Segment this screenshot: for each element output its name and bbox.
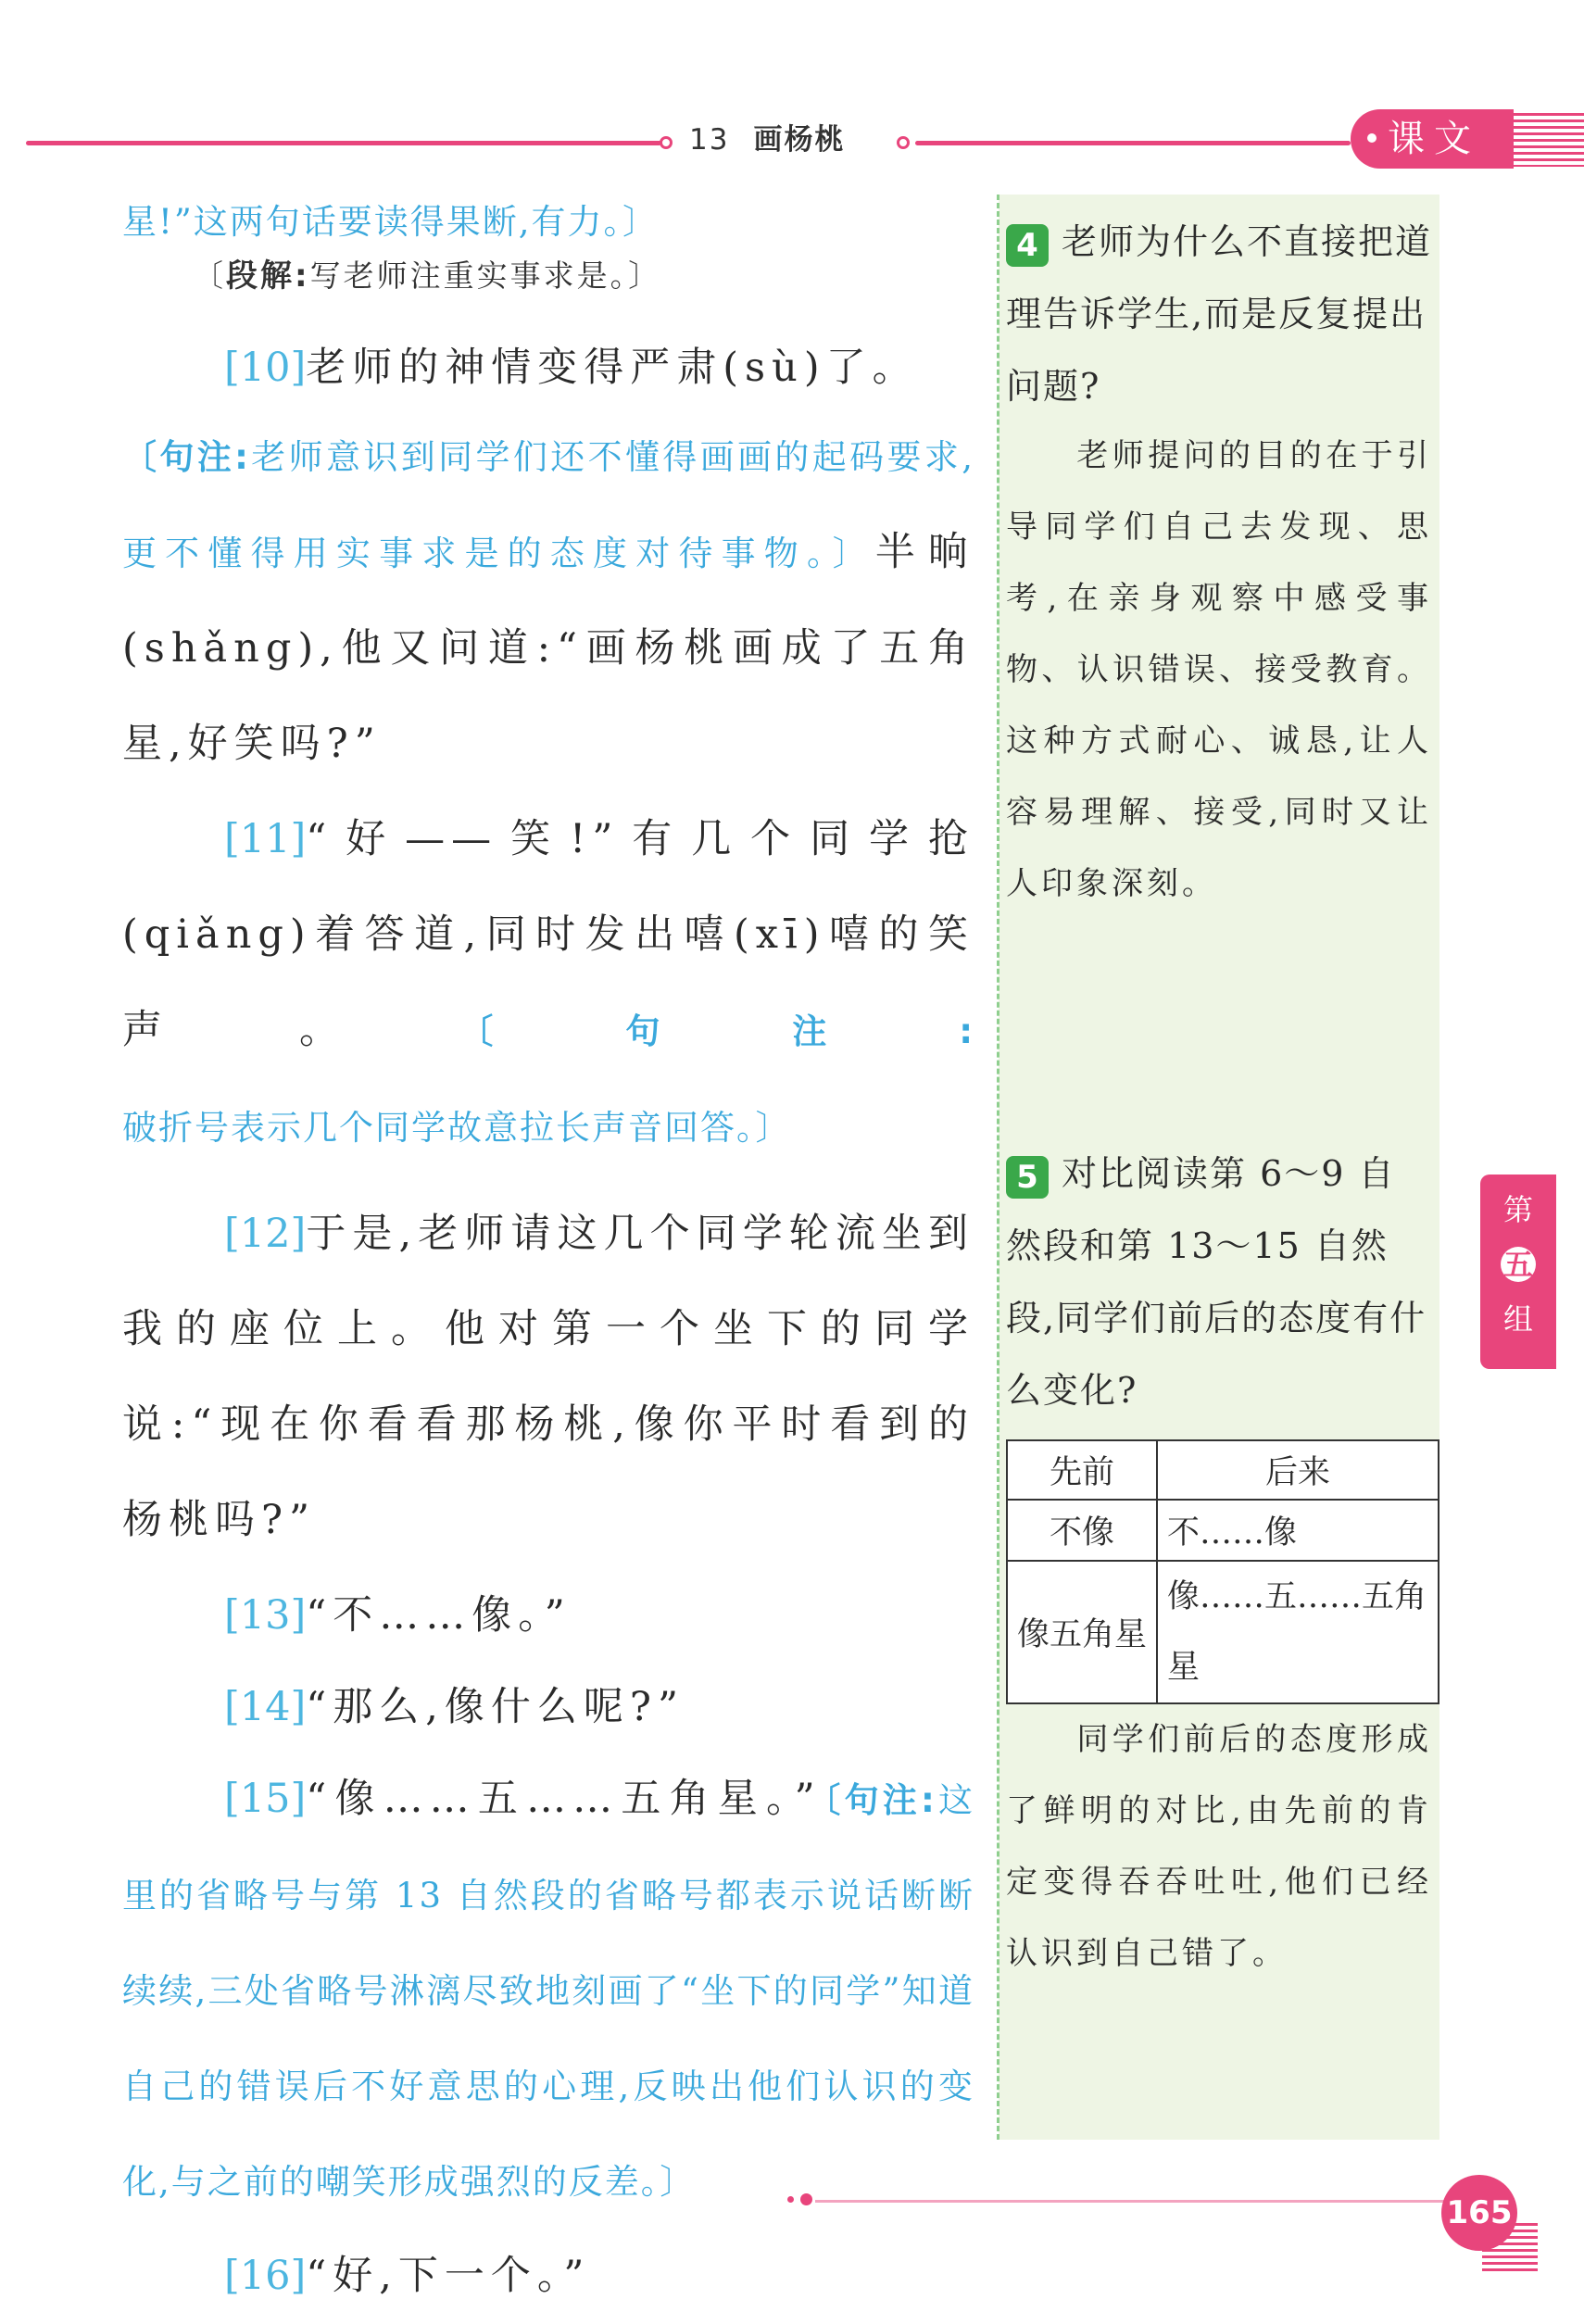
paragraph-number-12: [12] [224, 1211, 307, 1257]
paragraph-15 [122, 1752, 974, 2229]
group-tab-top: 第 [1502, 1192, 1533, 1227]
group-tab-bottom: 组 [1502, 1301, 1533, 1337]
table-row [1007, 1500, 1439, 1561]
paragraph-11 [122, 792, 974, 1175]
paragraph-14 [122, 1660, 974, 1755]
table-header-after: 后来 [1157, 1440, 1439, 1500]
sentence-note-15: 〔句注:这里的省略号与第 13 自然段的省略号都表示说话断断续续,三处省略号淋漓尽致地刻画了“坐下的同学”知道自己的错误后不好意思的心理,反映出他们认识的变化,与之前的嘲笑形成强烈的反差。〕 [122, 1780, 975, 2202]
paragraph-12-text: 于是,老师请这几个同学轮流坐到我的座位上。他对第一个坐下的同学说:“现在你看看那杨桃,像你平时看到的杨桃吗?” [122, 1211, 974, 1543]
footer-rule [815, 2200, 1454, 2203]
paragraph-10-cont [122, 408, 974, 792]
table-cell: 像……五……五角星 [1157, 1561, 1439, 1703]
question-4-badge: 4 [1006, 224, 1049, 267]
paragraph-number-16: [16] [224, 2253, 307, 2299]
paragraph-15-text: “像……五……五角星。” [306, 1776, 822, 1822]
paragraph-number-15: [15] [224, 1776, 307, 1822]
paragraph-12 [122, 1187, 974, 1568]
sentence-note-11: 〔句注:破折号表示几个同学故意拉长声音回答。〕 [122, 1011, 975, 1148]
table-cell: 不像 [1007, 1500, 1157, 1561]
continued-note [122, 195, 974, 250]
answer-4-text: 老师提问的目的在于引导同学们自己去发现、思考,在亲身观察中感受事物、认识错误、接受教育。这种方式耐心、诚恳,让人容易理解、接受,同时又让人印象深刻。 [1006, 437, 1432, 902]
section-tab [1351, 109, 1514, 169]
table-header-row [1007, 1440, 1439, 1500]
page-number: 165 [1441, 2175, 1517, 2251]
paragraph-16 [122, 2229, 974, 2324]
question-5-text: 对比阅读第 6～9 自然段和第 13～15 自然段,同学们前后的态度有什么变化? [1006, 1153, 1427, 1411]
table-header-before: 先前 [1007, 1440, 1157, 1500]
sentence-note-10: 〔句注:老师意识到同学们还不懂得画画的起码要求,更不懂得用实事求是的态度对待事物。〕 [122, 437, 975, 573]
paragraph-number-10: [10] [224, 345, 307, 391]
paragraph-analysis: 〔段解:写老师注重实事求是。〕 [193, 258, 662, 295]
paragraph-13-text: “不……像。” [306, 1592, 572, 1639]
question-4-text: 老师为什么不直接把道理告诉学生,而是反复提出问题? [1006, 221, 1433, 407]
header-dot-right [897, 136, 910, 149]
duanjie-label: 段解: [226, 258, 310, 295]
header-rule-left [26, 141, 661, 145]
main-text-column [122, 195, 974, 2324]
group-tab [1480, 1175, 1556, 1369]
paragraph-13 [122, 1568, 974, 1664]
duanjie-text: 写老师注重实事求是。〕 [309, 258, 662, 294]
paragraph-number-11: [11] [224, 816, 307, 862]
paragraph-11-text: “好——笑!”有几个同学抢(qiǎng)着答道,同时发出嘻(xī)嘻的笑声。 [122, 816, 974, 1053]
header-title [689, 119, 845, 161]
paragraph-number-14: [14] [224, 1684, 307, 1730]
answer-4 [1006, 421, 1432, 920]
header-dot-left [660, 136, 673, 149]
table-row [1007, 1561, 1439, 1703]
paragraph-14-text: “那么,像什么呢?” [306, 1684, 685, 1730]
table-cell: 像五角星 [1007, 1561, 1157, 1703]
paragraph-16-text: “好,下一个。” [306, 2253, 591, 2299]
question-5-badge: 5 [1006, 1156, 1049, 1199]
question-4 [1006, 206, 1432, 422]
answer-5-text: 同学们前后的态度形成了鲜明的对比,由先前的肯定变得吞吞吐吐,他们已经认识到自己错了。 [1006, 1721, 1432, 1972]
paragraph-10-text: 老师的神情变得严肃(sù)了。 [306, 345, 919, 391]
answer-5 [1006, 1704, 1432, 1990]
sidebar-divider [997, 195, 999, 2140]
header-rule-right [915, 141, 1351, 145]
paragraph-10 [122, 320, 974, 416]
question-5 [1006, 1137, 1432, 1426]
lesson-title: 画杨桃 [753, 123, 846, 157]
lesson-number: 13 [689, 123, 730, 157]
comparison-table [1006, 1439, 1439, 1704]
paragraph-number-13: [13] [224, 1592, 307, 1639]
section-tab-label: 课文 [1388, 118, 1480, 160]
continued-note-text: 星!”这两句话要读得果断,有力。〕 [122, 202, 660, 242]
table-cell: 不……像 [1157, 1500, 1439, 1561]
paragraph-10-text-2: 半晌(shǎng),他又问道:“画杨桃画成了五角星,好笑吗?” [122, 529, 975, 767]
section-tab-stripes [1514, 113, 1584, 167]
group-tab-number: 五 [1501, 1247, 1536, 1282]
